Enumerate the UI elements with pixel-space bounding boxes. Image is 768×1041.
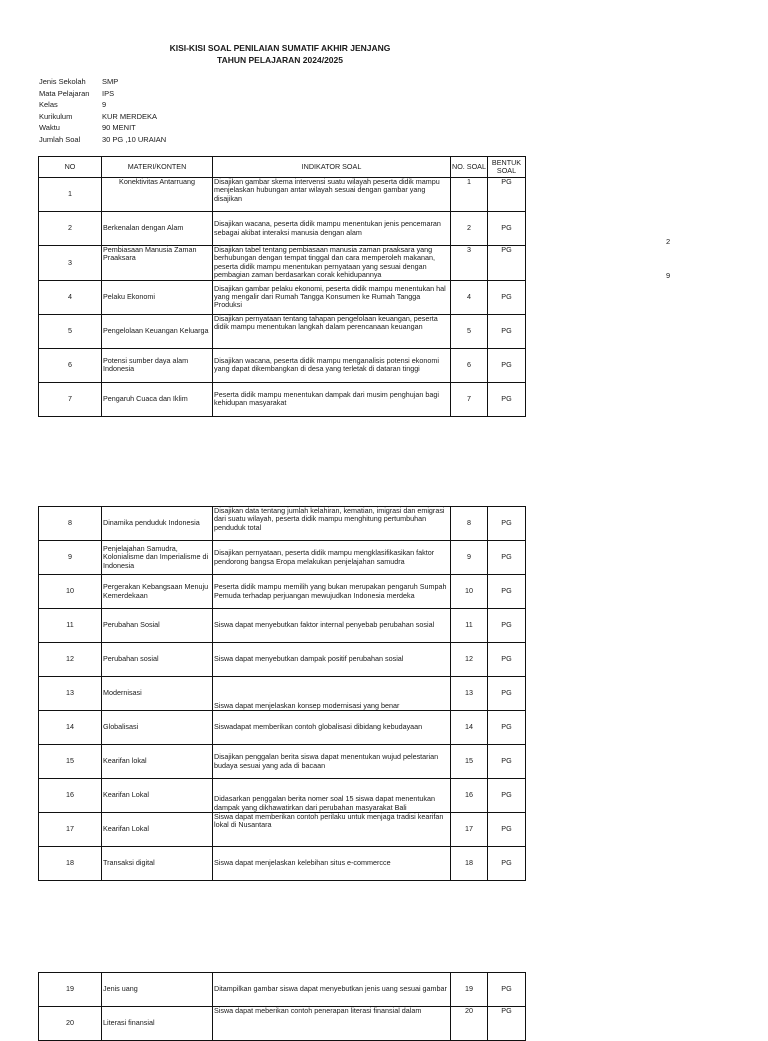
header-bentuk-soal: BENTUK SOAL [488, 157, 526, 178]
cell-indikator: Peserta didik mampu menentukan dampak dari musim penghujan bagi kehidupan masyarakat [213, 382, 451, 416]
cell-materi: Perubahan Sosial [102, 609, 213, 643]
cell-indikator: Siswa dapat menyebutkan faktor internal penyebab perubahan sosial [213, 609, 451, 643]
cell-no-soal: 5 [451, 314, 488, 348]
cell-materi: Kearifan Lokal [102, 813, 213, 847]
cell-no: 8 [39, 507, 102, 541]
cell-materi: Pergerakan Kebangsaan Menuju Kemerdekaan [102, 575, 213, 609]
cell-indikator: Siswa dapat meberikan contoh penerapan literasi finansial dalam [213, 1007, 451, 1041]
table-row [39, 677, 526, 711]
document-subtitle: TAHUN PELAJARAN 2024/2025 [217, 55, 343, 65]
cell-no: 15 [39, 745, 102, 779]
cell-materi: Kearifan Lokal [102, 779, 213, 813]
cell-no-soal: 8 [451, 507, 488, 541]
cell-materi: Globalisasi [102, 711, 213, 745]
cell-no: 13 [39, 677, 102, 711]
header-materi: MATERI/KONTEN [102, 157, 213, 178]
info-key: Waktu [39, 123, 60, 133]
table-row [39, 643, 526, 677]
info-key: Jenis Sekolah [39, 77, 86, 86]
info-key: Jumlah Soal [39, 134, 81, 144]
cell-no-soal: 16 [451, 779, 488, 813]
cell-bentuk: PG [488, 314, 526, 348]
cell-no-soal: 1 [451, 178, 488, 212]
cell-indikator: Disajikan tabel tentang pembiasaan manusia zaman praaksara yang berhubungan dengan tempat tinggal dan cara memperoleh makanan, peserta didik mampu menentukan pernyataan yang sesuai dengan pembagian zaman berdasarkan corak kehidupannya [213, 246, 451, 281]
cell-indikator: Disajikan gambar pelaku ekonomi, peserta didik mampu menentukan hal yang mengalir dari Rumah Tangga Konsumen ke Rumah Tangga Produksi [213, 280, 451, 314]
info-block [39, 76, 222, 146]
cell-materi: Pengelolaan Keuangan Keluarga [102, 314, 213, 348]
table-row [39, 779, 526, 813]
info-row [39, 76, 222, 88]
cell-materi: Dinamika penduduk Indonesia [102, 507, 213, 541]
cell-no-soal: 10 [451, 575, 488, 609]
cell-no: 11 [39, 609, 102, 643]
side-note: 2 [666, 237, 671, 246]
document-title: KISI-KISI SOAL PENILAIAN SUMATIF AKHIR JENJANG [169, 43, 391, 53]
cell-bentuk: PG [488, 677, 526, 711]
info-key: Mata Pelajaran [39, 88, 90, 98]
cell-no: 6 [39, 348, 102, 382]
cell-indikator: Disajikan penggalan berita siswa dapat menentukan wujud pelestarian budaya sesuai yang ada di bacaan [213, 745, 451, 779]
cell-bentuk: PG [488, 507, 526, 541]
kisi-kisi-table-part-3 [38, 972, 526, 1041]
cell-materi: Penjelajahan Samudra, Kolonialisme dan Imperialisme di Indonesia [102, 541, 213, 575]
cell-materi: Pengaruh Cuaca dan Iklim [102, 382, 213, 416]
cell-materi: Berkenalan dengan Alam [102, 212, 213, 246]
cell-no-soal: 18 [451, 847, 488, 881]
cell-no-soal: 9 [451, 541, 488, 575]
cell-indikator: Ditampilkan gambar siswa dapat menyebutkan jenis uang sesuai gambar [213, 973, 451, 1007]
cell-no: 10 [39, 575, 102, 609]
cell-no: 3 [39, 246, 102, 281]
table-row [39, 745, 526, 779]
cell-indikator: Disajikan data tentang jumlah kelahiran, kematian, imigrasi dan emigrasi dari suatu wilayah, peserta didik mampu menghitung pertumbuhan penduduk total [213, 507, 451, 541]
table-row [39, 847, 526, 881]
cell-bentuk: PG [488, 246, 526, 281]
table-row [39, 280, 526, 314]
cell-bentuk: PG [488, 643, 526, 677]
table-row [39, 711, 526, 745]
cell-bentuk: PG [488, 575, 526, 609]
cell-no-soal: 6 [451, 348, 488, 382]
table-row [39, 348, 526, 382]
cell-bentuk: PG [488, 609, 526, 643]
kisi-kisi-table-part-2 [38, 506, 526, 881]
cell-materi: Potensi sumber daya alam Indonesia [102, 348, 213, 382]
table-row [39, 246, 526, 281]
table-row [39, 973, 526, 1007]
cell-no-soal: 12 [451, 643, 488, 677]
cell-materi: Pembiasaan Manusia Zaman Praaksara [102, 246, 213, 281]
cell-indikator: Disajikan pernyataan tentang tahapan pengelolaan keuangan, peserta didik mampu menentukan langkah dalam perencanaan keuangan [213, 314, 451, 348]
cell-indikator: Siswa dapat menjelaskan kelebihan situs e-commercce [213, 847, 451, 881]
cell-no: 7 [39, 382, 102, 416]
cell-no: 18 [39, 847, 102, 881]
table-row [39, 382, 526, 416]
cell-bentuk: PG [488, 745, 526, 779]
table-row [39, 178, 526, 212]
cell-bentuk: PG [488, 1007, 526, 1041]
cell-bentuk: PG [488, 280, 526, 314]
info-value: 90 MENIT [102, 123, 136, 133]
header-no-soal: NO. SOAL [451, 157, 488, 178]
cell-materi: Kearifan lokal [102, 745, 213, 779]
cell-no-soal: 19 [451, 973, 488, 1007]
cell-indikator: Siswa dapat menyebutkan dampak positif perubahan sosial [213, 643, 451, 677]
cell-no: 19 [39, 973, 102, 1007]
table-row [39, 212, 526, 246]
table-row [39, 609, 526, 643]
cell-no-soal: 3 [451, 246, 488, 281]
info-key: Kelas [39, 100, 58, 110]
info-row [39, 111, 222, 123]
cell-no-soal: 7 [451, 382, 488, 416]
cell-bentuk: PG [488, 178, 526, 212]
cell-materi: Perubahan sosial [102, 643, 213, 677]
cell-materi: Pelaku Ekonomi [102, 280, 213, 314]
info-row [39, 122, 222, 134]
info-value: IPS [102, 88, 115, 98]
cell-no-soal: 13 [451, 677, 488, 711]
cell-bentuk: PG [488, 382, 526, 416]
header-indikator: INDIKATOR SOAL [213, 157, 451, 178]
info-row [39, 88, 222, 100]
cell-no: 5 [39, 314, 102, 348]
cell-materi: Jenis uang [102, 973, 213, 1007]
cell-materi: Literasi finansial [102, 1007, 213, 1041]
cell-no-soal: 14 [451, 711, 488, 745]
cell-no: 9 [39, 541, 102, 575]
info-row [39, 99, 222, 111]
cell-no-soal: 2 [451, 212, 488, 246]
table-row [39, 314, 526, 348]
cell-no: 12 [39, 643, 102, 677]
table-row [39, 507, 526, 541]
table-row [39, 575, 526, 609]
cell-no-soal: 15 [451, 745, 488, 779]
cell-bentuk: PG [488, 212, 526, 246]
cell-indikator: Disajikan wacana, peserta didik mampu menganalisis potensi ekonomi yang dapat dikembangkan di desa yang terletak di dataran tinggi [213, 348, 451, 382]
cell-indikator: Didasarkan penggalan berita nomer soal 15 siswa dapat menentukan dampak yang dikhawatirkan dari perubahan masyarakat Bali [213, 779, 451, 813]
cell-indikator: Disajikan pernyataan, peserta didik mampu mengklasifikasikan faktor pendorong bangsa Eropa melakukan penjelajahan samudra [213, 541, 451, 575]
cell-bentuk: PG [488, 813, 526, 847]
cell-indikator: Disajikan gambar skema intervensi suatu wilayah peserta didik mampu menjelaskan hubungan antar wilayah sesuai dengan gambar yang disajikan [213, 178, 451, 212]
side-note: 9 [666, 271, 671, 280]
cell-no: 4 [39, 280, 102, 314]
cell-materi: Transaksi digital [102, 847, 213, 881]
cell-no-soal: 4 [451, 280, 488, 314]
info-value: SMP [102, 77, 119, 86]
cell-indikator: Siswa dapat menjelaskan konsep modernisasi yang benar [213, 677, 451, 711]
cell-bentuk: PG [488, 348, 526, 382]
info-row [39, 134, 222, 146]
cell-no: 17 [39, 813, 102, 847]
cell-no: 16 [39, 779, 102, 813]
cell-bentuk: PG [488, 541, 526, 575]
table-row [39, 813, 526, 847]
cell-bentuk: PG [488, 847, 526, 881]
info-value: 9 [102, 100, 107, 110]
info-value: 30 PG ,10 URAIAN [102, 134, 167, 144]
table-row [39, 541, 526, 575]
cell-bentuk: PG [488, 779, 526, 813]
cell-no: 1 [39, 178, 102, 212]
cell-no-soal: 17 [451, 813, 488, 847]
cell-no: 20 [39, 1007, 102, 1041]
cell-no-soal: 11 [451, 609, 488, 643]
cell-bentuk: PG [488, 973, 526, 1007]
info-value: KUR MERDEKA [102, 111, 158, 121]
cell-no-soal: 20 [451, 1007, 488, 1041]
cell-materi: Modernisasi [102, 677, 213, 711]
cell-materi: Konektivitas Antarruang [102, 178, 213, 212]
table-header-row [39, 157, 526, 178]
cell-indikator: Siswadapat memberikan contoh globalisasi dibidang kebudayaan [213, 711, 451, 745]
header-no: NO [39, 157, 102, 178]
cell-indikator: Peserta didik mampu memilih yang bukan merupakan pengaruh Sumpah Pemuda terhadap perjuangan mewujudkan Indonesia merdeka [213, 575, 451, 609]
cell-indikator: Siswa dapat memberikan contoh perilaku untuk menjaga tradisi kearifan lokal di Nusantara [213, 813, 451, 847]
kisi-kisi-table-part-1 [38, 156, 526, 417]
cell-bentuk: PG [488, 711, 526, 745]
cell-no: 14 [39, 711, 102, 745]
info-key: Kurikulum [39, 111, 73, 121]
cell-no: 2 [39, 212, 102, 246]
cell-indikator: Disajikan wacana, peserta didik mampu menentukan jenis pencemaran sebagai akibat interaksi manusia dengan alam [213, 212, 451, 246]
